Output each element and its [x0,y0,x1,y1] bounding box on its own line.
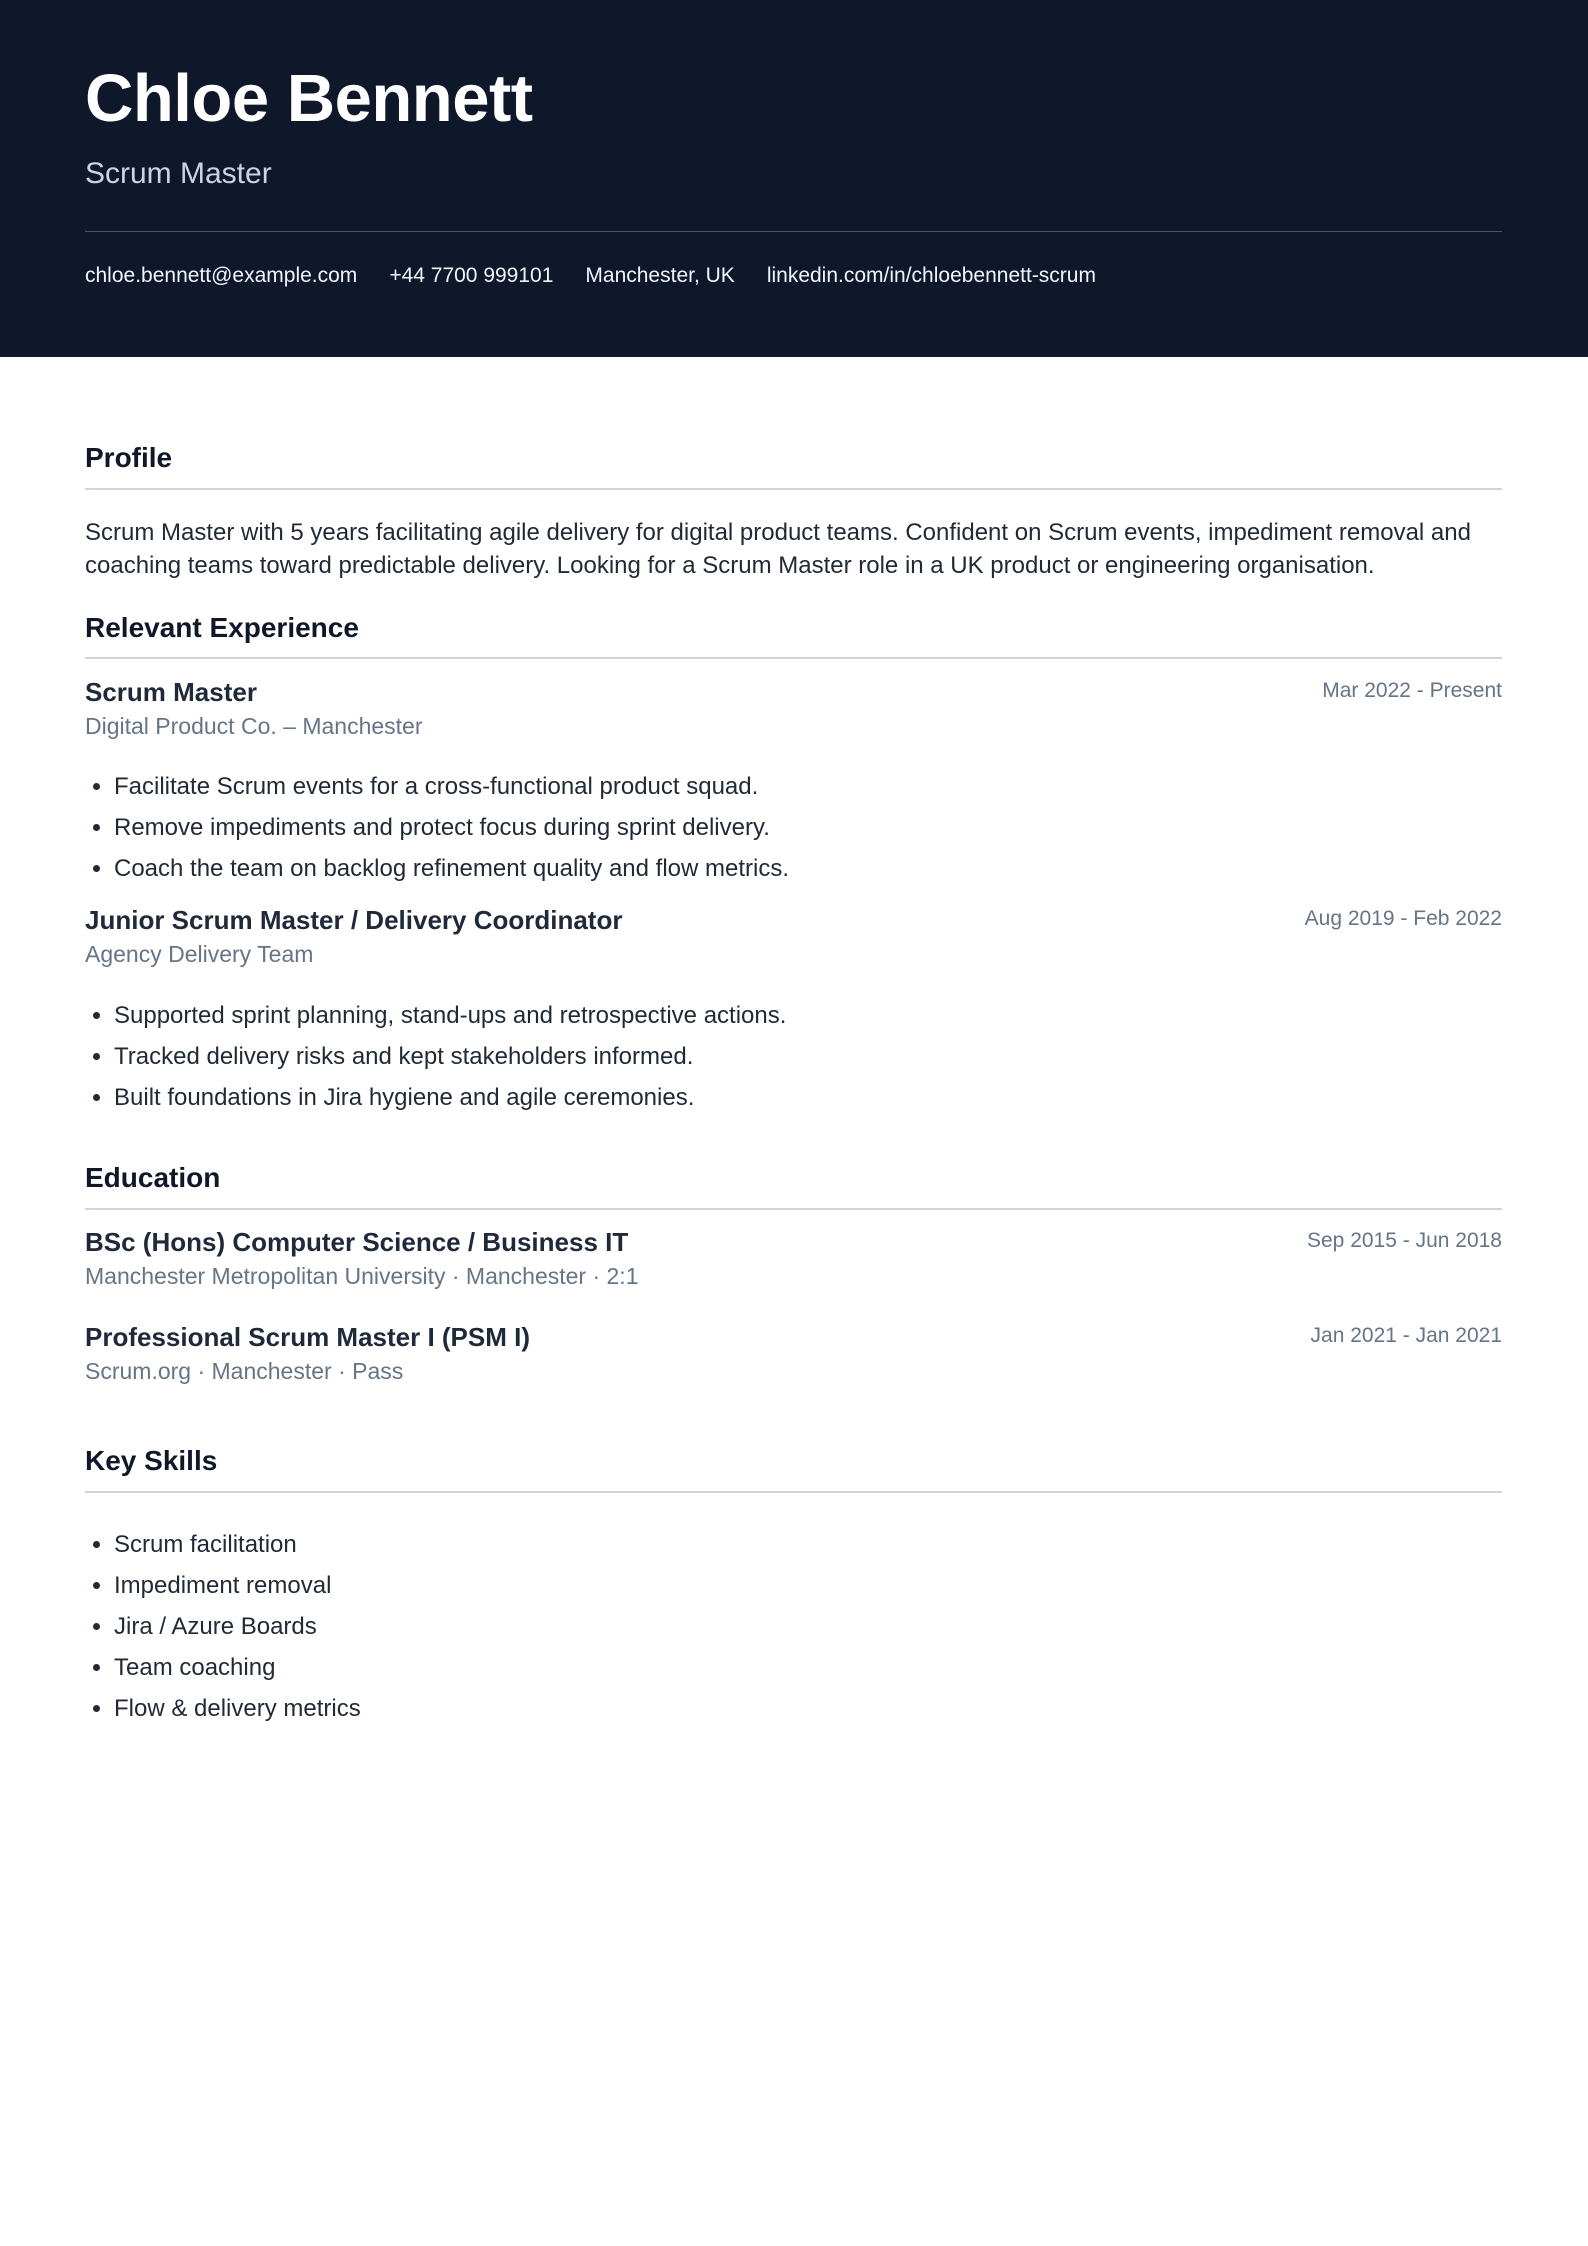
candidate-name: Chloe Bennett [85,61,533,136]
profile-heading: Profile [85,442,173,473]
education-divider [85,1208,1502,1210]
list-item: • Supported sprint planning, stand-ups and retrospective actions. [114,995,786,1036]
list-item: • Facilitate Scrum events for a cross-functional product squad. [114,766,789,807]
list-item: • Impediment removal [114,1565,361,1606]
job-bullets [85,995,786,1118]
job-entry [85,677,1502,741]
skills-list [85,1524,361,1729]
education-detail: Manchester Metropolitan University · Manchester · 2:1 [85,1263,639,1290]
experience-divider [85,657,1502,659]
profile-divider [85,488,1502,490]
education-title: Professional Scrum Master I (PSM I) [85,1322,531,1352]
education-dates: Sep 2015 - Jun 2018 [1307,1229,1502,1252]
candidate-title: Scrum Master [85,157,272,190]
job-title: Junior Scrum Master / Delivery Coordinator [85,905,623,935]
list-item: • Tracked delivery risks and kept stakeholders informed. [114,1036,786,1077]
contact-email[interactable]: chloe.bennett@example.com [85,264,358,287]
education-title: BSc (Hons) Computer Science / Business IT [85,1227,629,1257]
contact-phone[interactable]: +44 7700 999101 [389,264,554,287]
list-item: • Built foundations in Jira hygiene and agile ceremonies. [114,1077,786,1118]
list-item: • Flow & delivery metrics [114,1688,361,1729]
contact-bar [85,264,1096,288]
profile-summary: Scrum Master with 5 years facilitating agile delivery for digital product teams. Confident on Scrum events, impediment removal and coaching teams toward predictable delivery. Looking for a Scrum Master role in a UK product or engineering organisation. [85,519,1471,579]
education-entry [85,1322,1502,1386]
education-entry [85,1227,1502,1291]
resume-header [0,0,1588,357]
job-company: Agency Delivery Team [85,941,314,968]
contact-linkedin[interactable]: linkedin.com/in/chloebennett-scrum [766,264,1096,287]
list-item: • Team coaching [114,1647,361,1688]
list-item: • Scrum facilitation [114,1524,361,1565]
list-item: • Remove impediments and protect focus during sprint delivery. [114,807,789,848]
job-dates: Aug 2019 - Feb 2022 [1304,907,1502,930]
education-detail: Scrum.org · Manchester · Pass [85,1358,404,1385]
education-dates: Jan 2021 - Jan 2021 [1310,1324,1502,1347]
list-item: • Jira / Azure Boards [114,1606,361,1647]
job-entry [85,905,1502,969]
skills-heading: Key Skills [85,1445,218,1476]
list-item: • Coach the team on backlog refinement quality and flow metrics. [114,848,789,889]
job-company: Digital Product Co. – Manchester [85,713,423,740]
experience-heading: Relevant Experience [85,612,359,643]
job-dates: Mar 2022 - Present [1322,679,1502,702]
header-divider [85,231,1502,232]
education-heading: Education [85,1162,221,1193]
contact-location: Manchester, UK [585,264,735,287]
job-bullets [85,766,789,889]
skills-divider [85,1491,1502,1493]
job-title: Scrum Master [85,677,257,707]
